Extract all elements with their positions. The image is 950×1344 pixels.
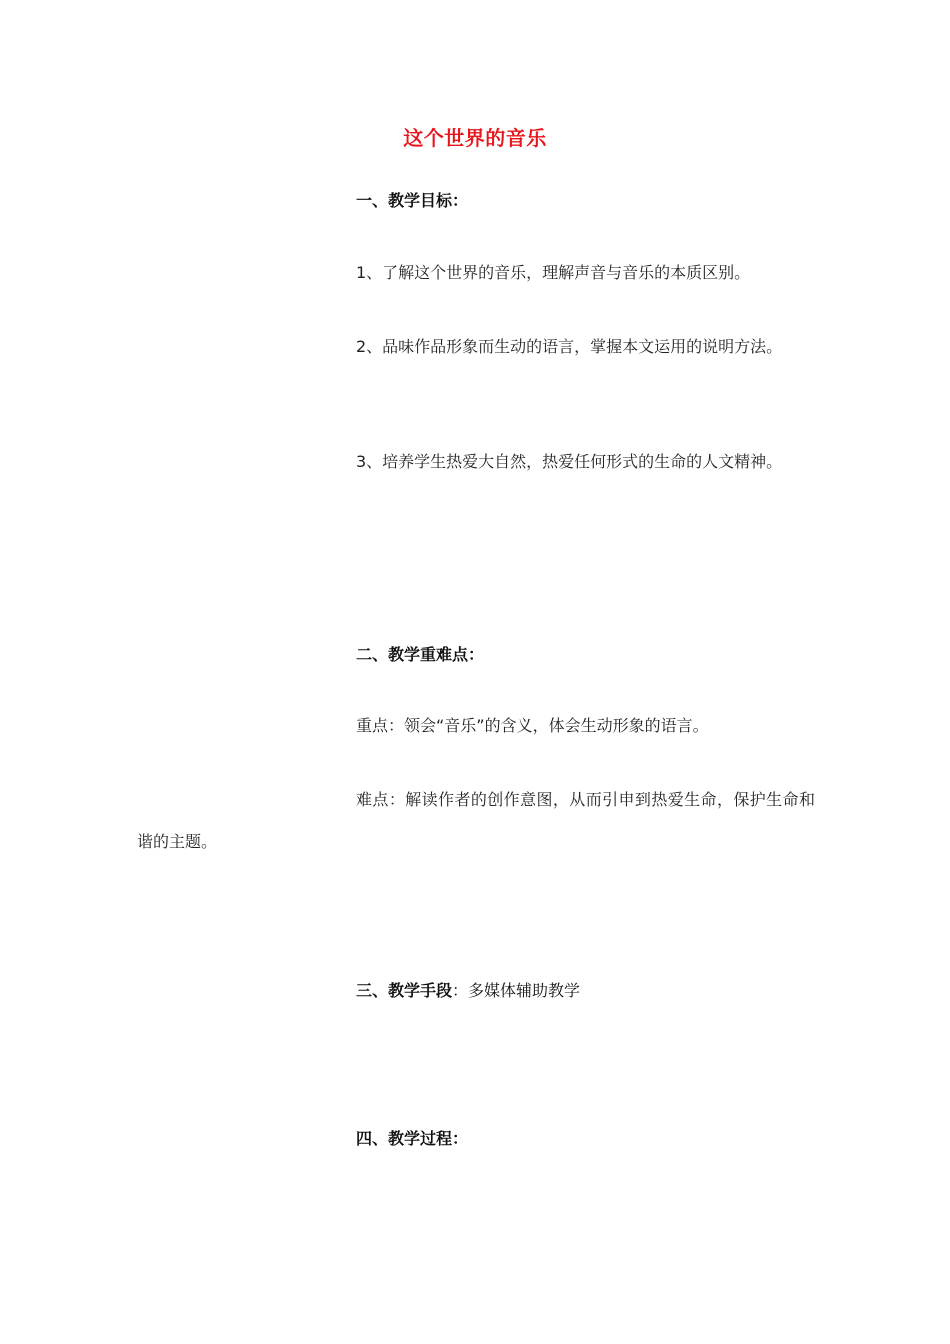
key-point-text: 重点：领会“音乐”的含义，体会生动形象的语言。 xyxy=(356,716,709,735)
difficult-point-text: 难点：解读作者的创作意图，从而引申到热爱生命，保护生命和谐的主题。 xyxy=(137,790,815,851)
section-heading-teaching-process: 四、教学过程： xyxy=(356,1129,469,1148)
teaching-means-content: 多媒体辅助教学 xyxy=(468,981,581,1000)
teaching-means-label: 三、教学手段 xyxy=(356,981,453,1000)
section-heading-key-points: 二、教学重难点： xyxy=(356,645,485,664)
section-heading-teaching-means xyxy=(356,978,580,1001)
objective-item-3: 3、培养学生热爱大自然，热爱任何形式的生命的人文精神。 xyxy=(356,452,783,471)
section-heading-objectives: 一、教学目标： xyxy=(356,191,469,210)
objective-item-2: 2、品味作品形象而生动的语言，掌握本文运用的说明方法。 xyxy=(356,337,783,356)
teaching-means-separator: ： xyxy=(452,981,469,1000)
objective-item-1: 1、了解这个世界的音乐，理解声音与音乐的本质区别。 xyxy=(356,263,751,282)
document-title: 这个世界的音乐 xyxy=(403,126,547,150)
